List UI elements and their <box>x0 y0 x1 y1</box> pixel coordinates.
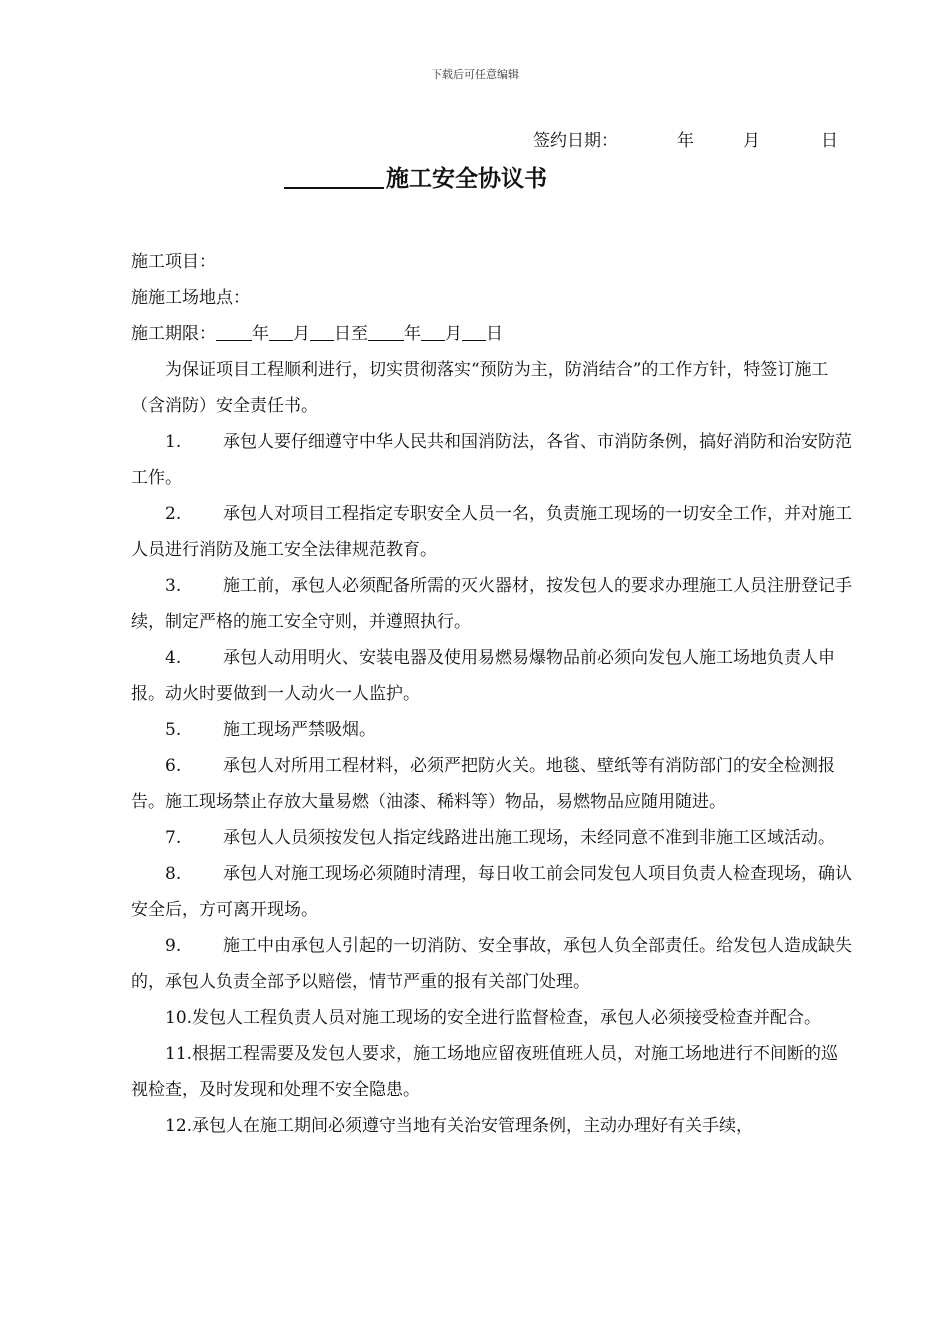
clause-text: 施工现场严禁吸烟。 <box>223 720 376 740</box>
clause-number: 11. <box>165 1044 193 1064</box>
clause-number: 6. <box>165 756 182 776</box>
clause-number: 1. <box>165 432 182 452</box>
clause-item <box>131 1000 853 1036</box>
sign-date-day: 日 <box>821 131 838 151</box>
sign-date-year: 年 <box>677 131 694 151</box>
clause-text: 根据工程需要及发包人要求，施工场地应留夜班值班人员，对施工场地进行不间断的巡视检查，及时发现和处理不安全隐患。 <box>131 1044 839 1100</box>
sign-date <box>533 126 838 151</box>
clause-text: 承包人对施工现场必须随时清理，每日收工前会同发包人项目负责人检查现场，确认安全后，方可离开现场。 <box>131 864 852 920</box>
clause-item <box>131 856 853 928</box>
clause-number: 12. <box>165 1116 193 1136</box>
clause-number: 5. <box>165 720 182 740</box>
document-body <box>131 244 853 1144</box>
clause-item <box>131 820 853 856</box>
clause-text: 承包人对项目工程指定专职安全人员一名，负责施工现场的一切安全工作，并对施工人员进行消防及施工安全法律规范教育。 <box>131 504 852 560</box>
clause-item <box>131 424 853 496</box>
clause-item <box>131 568 853 640</box>
header-note: 下载后可任意编辑 <box>431 68 519 81</box>
clause-list <box>131 424 853 1144</box>
clause-text: 承包人要仔细遵守中华人民共和国消防法，各省、市消防条例，搞好消防和治安防范工作。 <box>131 432 852 488</box>
clause-item <box>131 712 853 748</box>
blank-line <box>368 323 404 341</box>
clause-number: 4. <box>165 648 182 668</box>
intro-paragraph: 为保证项目工程顺利进行，切实贯彻落实“预防为主，防消结合”的工作方针，特签订施工（含消防）安全责任书。 <box>131 360 829 416</box>
field-period: 施工期限： 年 月 日至 年 月 日 <box>131 324 503 344</box>
clause-item <box>131 640 853 712</box>
clause-number: 7. <box>165 828 182 848</box>
blank-line <box>269 323 293 341</box>
blank-line <box>421 323 445 341</box>
clause-text: 发包人工程负责人员对施工现场的安全进行监督检查，承包人必须接受检查并配合。 <box>192 1008 822 1028</box>
field-site: 施施工场地点： <box>131 288 250 308</box>
clause-item <box>131 496 853 568</box>
clause-number: 8. <box>165 864 182 884</box>
title-blank <box>284 165 384 189</box>
field-project: 施工项目： <box>131 252 216 272</box>
blank-line <box>462 323 486 341</box>
document-title <box>284 160 547 193</box>
clause-text: 施工中由承包人引起的一切消防、安全事故，承包人负全部责任。给发包人造成缺失的，承包人负责全部予以赔偿，情节严重的报有关部门处理。 <box>131 936 852 992</box>
clause-text: 承包人对所用工程材料，必须严把防火关。地毯、壁纸等有消防部门的安全检测报告。施工现场禁止存放大量易燃（油漆、稀料等）物品，易燃物品应随用随进。 <box>131 756 835 812</box>
clause-number: 10. <box>165 1008 193 1028</box>
clause-number: 9. <box>165 936 182 956</box>
clause-item <box>131 1036 853 1108</box>
clause-item <box>131 748 853 820</box>
blank-line <box>216 323 252 341</box>
clause-text: 承包人动用明火、安装电器及使用易燃易爆物品前必须向发包人施工场地负责人申报。动火时要做到一人动火一人监护。 <box>131 648 835 704</box>
sign-date-month: 月 <box>743 131 760 151</box>
clause-text: 承包人人员须按发包人指定线路进出施工现场，未经同意不准到非施工区域活动。 <box>223 828 835 848</box>
clause-item <box>131 928 853 1000</box>
clause-text: 承包人在施工期间必须遵守当地有关治安管理条例，主动办理好有关手续， <box>192 1116 754 1136</box>
sign-date-label: 签约日期： <box>533 131 618 151</box>
title-text: 施工安全协议书 <box>386 165 547 192</box>
clause-number: 3. <box>165 576 182 596</box>
clause-number: 2. <box>165 504 182 524</box>
blank-line <box>310 323 334 341</box>
clause-item <box>131 1108 853 1144</box>
clause-text: 施工前，承包人必须配备所需的灭火器材，按发包人的要求办理施工人员注册登记手续，制定严格的施工安全守则，并遵照执行。 <box>131 576 852 632</box>
